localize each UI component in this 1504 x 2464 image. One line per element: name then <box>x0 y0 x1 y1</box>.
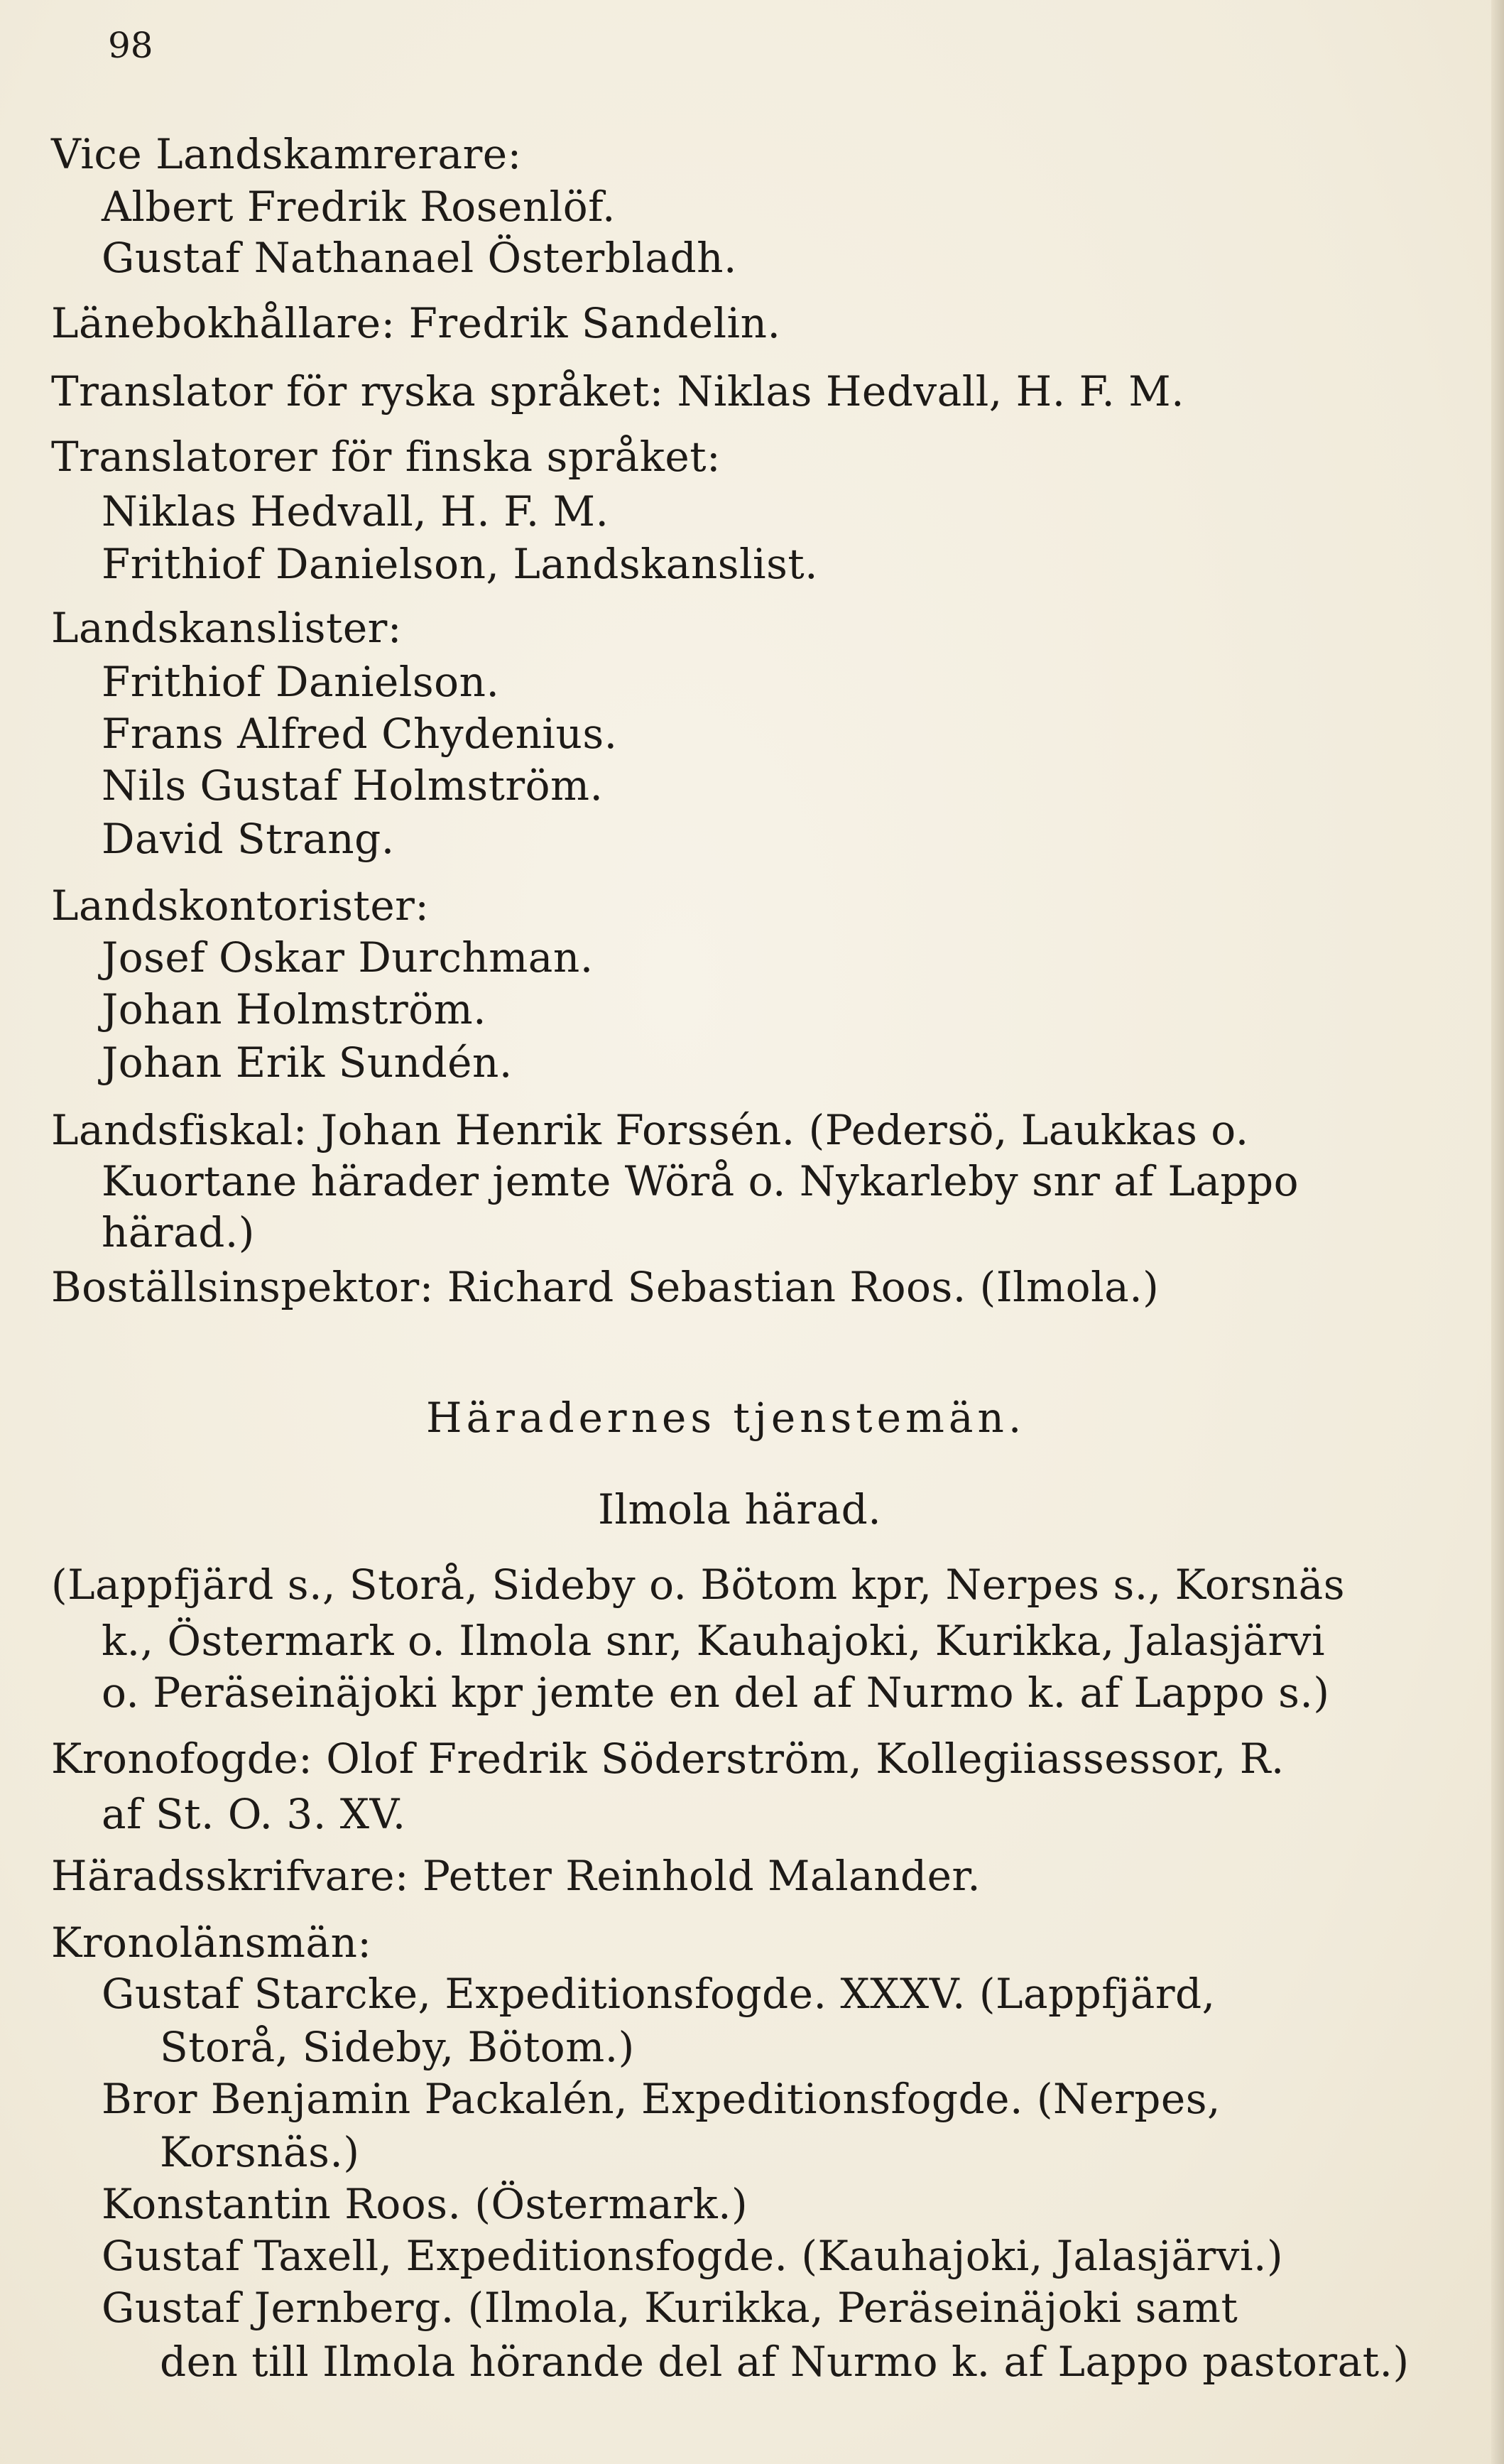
text-line: Kronolänsmän: <box>51 1918 372 1967</box>
text-line: Korsnäs.) <box>160 2128 360 2176</box>
text-line: Gustaf Nathanael Österbladh. <box>102 234 737 282</box>
text-line: Kuortane härader jemte Wörå o. Nykarleby snr af Lappo <box>102 1157 1299 1205</box>
text-line: Gustaf Starcke, Expeditionsfogde. XXXV. (Lappfjärd, <box>102 1970 1216 2018</box>
text-line: härad.) <box>102 1208 255 1257</box>
text-line: Johan Holmström. <box>102 985 487 1033</box>
text-line: Kronofogde: Olof Fredrik Söderström, Kollegiiassessor, R. <box>51 1735 1285 1783</box>
text-line: Frithiof Danielson, Landskanslist. <box>102 540 819 588</box>
text-line: Frans Alfred Chydenius. <box>102 710 618 758</box>
text-line: Konstantin Roos. (Östermark.) <box>102 2180 748 2228</box>
text-line: Vice Landskamrerare: <box>51 130 522 178</box>
page-edge <box>1491 0 1504 2464</box>
text-line: Landskanslister: <box>51 604 402 652</box>
text-line: af St. O. 3. XV. <box>102 1790 406 1838</box>
text-line: Translator för ryska språket: Niklas Hedvall, H. F. M. <box>51 367 1185 416</box>
text-line: Landskontorister: <box>51 881 430 930</box>
text-line: Niklas Hedvall, H. F. M. <box>102 487 609 536</box>
text-line: Häradsskrifvare: Petter Reinhold Malander. <box>51 1852 981 1900</box>
text-line: Nils Gustaf Holmström. <box>102 761 604 810</box>
text-line: Landsfiskal: Johan Henrik Forssén. (Pedersö, Laukkas o. <box>51 1106 1249 1154</box>
text-line: Gustaf Taxell, Expeditionsfogde. (Kauhajoki, Jalasjärvi.) <box>102 2232 1284 2280</box>
text-line: Storå, Sideby, Bötom.) <box>160 2023 635 2071</box>
text-line: Frithiof Danielson. <box>102 658 500 706</box>
text-line: Gustaf Jernberg. (Ilmola, Kurikka, Peräseinäjoki samt <box>102 2284 1238 2332</box>
text-line: Josef Oskar Durchman. <box>102 933 594 982</box>
text-line: Translatorer för finska språket: <box>51 433 721 481</box>
text-line: Johan Erik Sundén. <box>102 1038 513 1087</box>
text-line: k., Östermark o. Ilmola snr, Kauhajoki, Kurikka, Jalasjärvi <box>102 1617 1325 1665</box>
text-line: Boställsinspektor: Richard Sebastian Roos. (Ilmola.) <box>51 1263 1160 1311</box>
text-line: Länebokhållare: Fredrik Sandelin. <box>51 299 781 347</box>
text-line: (Lappfjärd s., Storå, Sideby o. Bötom kpr, Nerpes s., Korsnäs <box>51 1561 1345 1609</box>
text-line: Albert Fredrik Rosenlöf. <box>102 183 616 231</box>
text-line: Bror Benjamin Packalén, Expeditionsfogde. (Nerpes, <box>102 2075 1221 2123</box>
subsection-heading: Ilmola härad. <box>598 1485 882 1534</box>
page-number: 98 <box>108 25 153 66</box>
text-line: David Strang. <box>102 815 395 863</box>
text-line: den till Ilmola hörande del af Nurmo k. af Lappo pastorat.) <box>160 2338 1410 2386</box>
text-line: o. Peräseinäjoki kpr jemte en del af Nurmo k. af Lappo s.) <box>102 1668 1330 1717</box>
section-heading: Häradernes tjenstemän. <box>426 1394 1026 1442</box>
